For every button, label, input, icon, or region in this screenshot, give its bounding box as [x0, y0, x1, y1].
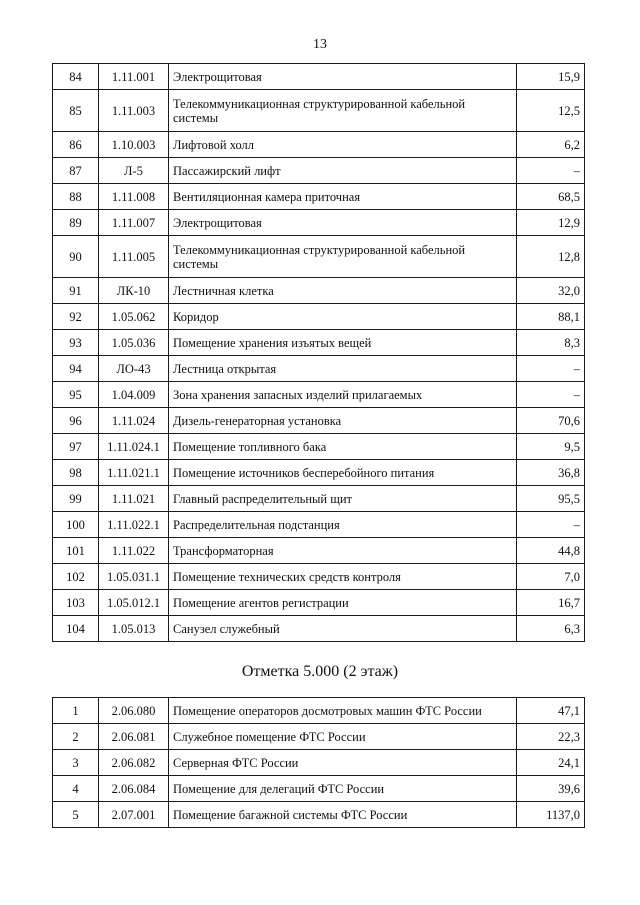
room-code-cell: 2.07.001 — [99, 802, 169, 828]
room-area-cell: 6,3 — [517, 616, 585, 642]
rooms-table-body — [53, 64, 585, 642]
table-row — [53, 158, 585, 184]
room-name-cell: Телекоммуникационная структурированной кабельной системы — [169, 90, 517, 132]
room-area-cell: 47,1 — [517, 698, 585, 724]
room-code-cell: ЛО-43 — [99, 356, 169, 382]
table-row — [53, 304, 585, 330]
table-row — [53, 132, 585, 158]
room-code-cell: 1.05.012.1 — [99, 590, 169, 616]
table-row — [53, 408, 585, 434]
rooms-table-body — [53, 698, 585, 828]
room-name-cell: Помещение хранения изъятых вещей — [169, 330, 517, 356]
table-row — [53, 210, 585, 236]
row-number-cell: 94 — [53, 356, 99, 382]
room-code-cell: 1.11.021.1 — [99, 460, 169, 486]
row-number-cell: 101 — [53, 538, 99, 564]
room-area-cell: 6,2 — [517, 132, 585, 158]
room-name-cell: Телекоммуникационная структурированной кабельной системы — [169, 236, 517, 278]
row-number-cell: 84 — [53, 64, 99, 90]
row-number-cell: 96 — [53, 408, 99, 434]
room-code-cell: 1.05.031.1 — [99, 564, 169, 590]
room-name-cell: Серверная ФТС России — [169, 750, 517, 776]
room-name-cell: Зона хранения запасных изделий прилагаемых — [169, 382, 517, 408]
room-area-cell: – — [517, 382, 585, 408]
room-code-cell: 1.04.009 — [99, 382, 169, 408]
room-code-cell: 1.05.036 — [99, 330, 169, 356]
row-number-cell: 92 — [53, 304, 99, 330]
room-area-cell: – — [517, 512, 585, 538]
table-row — [53, 776, 585, 802]
room-code-cell: 1.11.022 — [99, 538, 169, 564]
row-number-cell: 91 — [53, 278, 99, 304]
row-number-cell: 97 — [53, 434, 99, 460]
room-area-cell: – — [517, 158, 585, 184]
room-area-cell: 22,3 — [517, 724, 585, 750]
room-name-cell: Пассажирский лифт — [169, 158, 517, 184]
table-row — [53, 538, 585, 564]
row-number-cell: 86 — [53, 132, 99, 158]
table-row — [53, 590, 585, 616]
row-number-cell: 102 — [53, 564, 99, 590]
table-row — [53, 512, 585, 538]
room-name-cell: Вентиляционная камера приточная — [169, 184, 517, 210]
table-row — [53, 184, 585, 210]
room-name-cell: Помещение багажной системы ФТС России — [169, 802, 517, 828]
room-area-cell: 12,8 — [517, 236, 585, 278]
room-area-cell: 39,6 — [517, 776, 585, 802]
table-row — [53, 278, 585, 304]
room-name-cell: Помещение технических средств контроля — [169, 564, 517, 590]
row-number-cell: 1 — [53, 698, 99, 724]
room-area-cell: 15,9 — [517, 64, 585, 90]
room-name-cell: Помещение агентов регистрации — [169, 590, 517, 616]
row-number-cell: 95 — [53, 382, 99, 408]
room-area-cell: 44,8 — [517, 538, 585, 564]
room-name-cell: Помещение операторов досмотровых машин ФТС России — [169, 698, 517, 724]
room-code-cell: 1.11.007 — [99, 210, 169, 236]
table-row — [53, 564, 585, 590]
room-area-cell: 68,5 — [517, 184, 585, 210]
room-code-cell: 1.11.022.1 — [99, 512, 169, 538]
room-code-cell: 2.06.081 — [99, 724, 169, 750]
room-name-cell: Трансформаторная — [169, 538, 517, 564]
row-number-cell: 85 — [53, 90, 99, 132]
table-row — [53, 90, 585, 132]
room-area-cell: 7,0 — [517, 564, 585, 590]
room-area-cell: 88,1 — [517, 304, 585, 330]
room-area-cell: 12,9 — [517, 210, 585, 236]
room-area-cell: 95,5 — [517, 486, 585, 512]
room-code-cell: Л-5 — [99, 158, 169, 184]
row-number-cell: 93 — [53, 330, 99, 356]
row-number-cell: 104 — [53, 616, 99, 642]
room-area-cell: 8,3 — [517, 330, 585, 356]
table-row — [53, 356, 585, 382]
table-row — [53, 236, 585, 278]
row-number-cell: 103 — [53, 590, 99, 616]
room-name-cell: Лестничная клетка — [169, 278, 517, 304]
table-row — [53, 486, 585, 512]
room-area-cell: 70,6 — [517, 408, 585, 434]
row-number-cell: 2 — [53, 724, 99, 750]
room-code-cell: 1.11.005 — [99, 236, 169, 278]
row-number-cell: 99 — [53, 486, 99, 512]
room-code-cell: 1.10.003 — [99, 132, 169, 158]
table-row — [53, 330, 585, 356]
room-name-cell: Электрощитовая — [169, 210, 517, 236]
row-number-cell: 87 — [53, 158, 99, 184]
room-area-cell: 12,5 — [517, 90, 585, 132]
room-code-cell: 1.11.008 — [99, 184, 169, 210]
table-row — [53, 750, 585, 776]
room-name-cell: Коридор — [169, 304, 517, 330]
room-area-cell: 24,1 — [517, 750, 585, 776]
room-code-cell: 1.11.003 — [99, 90, 169, 132]
table-row — [53, 460, 585, 486]
table-row — [53, 802, 585, 828]
room-area-cell: 32,0 — [517, 278, 585, 304]
room-code-cell: 2.06.084 — [99, 776, 169, 802]
row-number-cell: 89 — [53, 210, 99, 236]
room-code-cell: 2.06.082 — [99, 750, 169, 776]
room-code-cell: 1.05.013 — [99, 616, 169, 642]
room-name-cell: Лифтовой холл — [169, 132, 517, 158]
room-area-cell: 9,5 — [517, 434, 585, 460]
room-name-cell: Помещение источников бесперебойного питания — [169, 460, 517, 486]
room-code-cell: 1.11.021 — [99, 486, 169, 512]
room-code-cell: 1.11.001 — [99, 64, 169, 90]
rooms-table-floor-2 — [52, 697, 585, 828]
page-number: 13 — [313, 37, 327, 52]
room-name-cell: Распределительная подстанция — [169, 512, 517, 538]
room-code-cell: ЛК-10 — [99, 278, 169, 304]
row-number-cell: 4 — [53, 776, 99, 802]
table-row — [53, 434, 585, 460]
section-heading: Отметка 5.000 (2 этаж) — [241, 663, 399, 680]
room-code-cell: 1.05.062 — [99, 304, 169, 330]
row-number-cell: 5 — [53, 802, 99, 828]
room-name-cell: Помещение топливного бака — [169, 434, 517, 460]
room-code-cell: 1.11.024 — [99, 408, 169, 434]
room-code-cell: 1.11.024.1 — [99, 434, 169, 460]
room-name-cell: Дизель-генераторная установка — [169, 408, 517, 434]
row-number-cell: 90 — [53, 236, 99, 278]
room-code-cell: 2.06.080 — [99, 698, 169, 724]
room-name-cell: Санузел служебный — [169, 616, 517, 642]
table-row — [53, 616, 585, 642]
table-row — [53, 724, 585, 750]
room-name-cell: Главный распределительный щит — [169, 486, 517, 512]
room-name-cell: Служебное помещение ФТС России — [169, 724, 517, 750]
table-row — [53, 64, 585, 90]
room-area-cell: 16,7 — [517, 590, 585, 616]
row-number-cell: 88 — [53, 184, 99, 210]
row-number-cell: 98 — [53, 460, 99, 486]
room-area-cell: – — [517, 356, 585, 382]
room-area-cell: 1137,0 — [517, 802, 585, 828]
room-name-cell: Лестница открытая — [169, 356, 517, 382]
rooms-table-floor-1 — [52, 63, 585, 642]
room-name-cell: Электрощитовая — [169, 64, 517, 90]
room-name-cell: Помещение для делегаций ФТС России — [169, 776, 517, 802]
room-area-cell: 36,8 — [517, 460, 585, 486]
row-number-cell: 100 — [53, 512, 99, 538]
table-row — [53, 382, 585, 408]
row-number-cell: 3 — [53, 750, 99, 776]
table-row — [53, 698, 585, 724]
